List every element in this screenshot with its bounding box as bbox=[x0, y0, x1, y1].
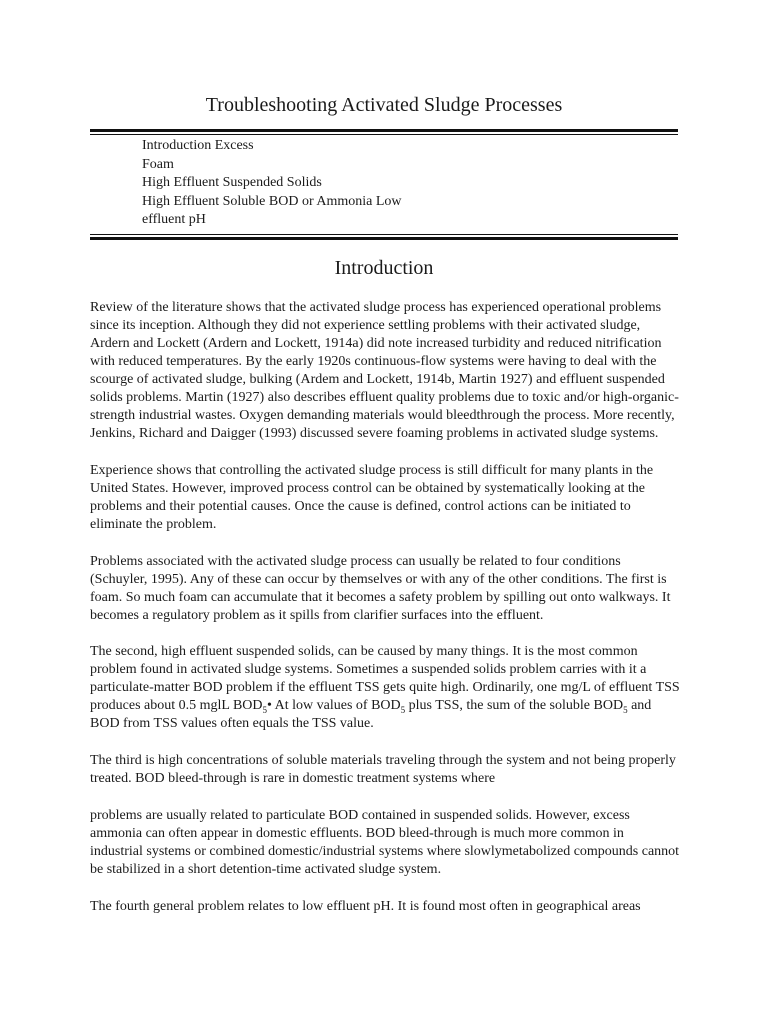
document-title: Troubleshooting Activated Sludge Processes bbox=[205, 94, 563, 116]
toc-top-rule bbox=[90, 129, 678, 135]
rule-thin bbox=[90, 134, 678, 135]
subscript: 5 bbox=[400, 704, 406, 715]
paragraph-4-text: The second, high effluent suspended solids, can be caused by many things. It is the most common problem found in activated sludge systems. Sometimes a suspended solids problem carries with it a particulate-matter BOD problem if the effluent TSS gets quite high. Ordinarily, one mg/L of effluent TSS produces about 0.5 mglL BOD bbox=[90, 644, 680, 713]
rule-thin bbox=[90, 234, 678, 235]
toc-item: Foam bbox=[142, 156, 174, 172]
paragraph-6: problems are usually related to particulate BOD contained in suspended solids. However, excess ammonia can often appear in domestic effluents. BOD bleed-through is much more common in industrial systems or combined domestic/industrial systems where slowlymetabolized compounds cannot be stabilized in a short detention-time activated sludge system. bbox=[90, 808, 680, 877]
subscript: 5 bbox=[623, 704, 628, 715]
rule-thick bbox=[90, 129, 678, 132]
paragraph-3: Problems associated with the activated sludge process can usually be related to four conditions (Schuyler, 1995). Any of these can occur by themselves or with any of the other conditions. The first is foam. So much foam can accumulate that it becomes a safety problem by spilling out onto walkways. It becomes a regulatory problem as it spills from clarifier surfaces into the effluent. bbox=[90, 554, 671, 623]
toc-item: High Effluent Soluble BOD or Ammonia Low bbox=[142, 193, 402, 209]
paragraph-4-text: plus TSS, the sum of the soluble BOD bbox=[405, 698, 624, 713]
paragraph-7: The fourth general problem relates to low effluent pH. It is found most often in geographical areas bbox=[90, 899, 641, 914]
toc-item: effluent pH bbox=[142, 212, 206, 227]
toc-item: Introduction Excess bbox=[142, 138, 254, 153]
subscript: 5 bbox=[262, 704, 268, 715]
toc-bottom-rule bbox=[90, 234, 678, 240]
paragraph-4-text: and BOD from TSS values often equals the TSS value. bbox=[90, 698, 652, 731]
table-of-contents bbox=[142, 137, 402, 230]
section-heading-introduction: Introduction bbox=[334, 257, 434, 279]
toc-item: High Effluent Suspended Solids bbox=[142, 175, 322, 190]
paragraph-5: The third is high concentrations of soluble materials traveling through the system and not being properly treated. BOD bleed-through is rare in domestic treatment systems where bbox=[90, 753, 676, 786]
paragraph-4 bbox=[90, 643, 680, 733]
paragraph-1: Review of the literature shows that the activated sludge process has experienced operational problems since its inception. Although they did not experience settling problems with their activated sludge, Ardern and Lockett (Ardern and Lockett, 1914a) did note increased turbidity and reduced nitrification with reduced temperatures. By the early 1920s continuous-flow systems were having to deal with the scourge of activated sludge, bulking (Ardem and Lockett, 1914b, Martin 1927) and effluent suspended solids problems. Martin (1927) also describes effluent quality problems due to toxic and/or high-organic-strength industrial wastes. Oxygen demanding materials would bleedthrough the process. More recently, Jenkins, Richard and Daigger (1993) discussed severe foaming problems in activated sludge systems. bbox=[90, 300, 679, 441]
paragraph-2: Experience shows that controlling the activated sludge process is still difficult for many plants in the United States. However, improved process control can be obtained by systematically looking at the problems and their potential causes. Once the cause is defined, control actions can be initiated to eliminate the problem. bbox=[90, 463, 654, 532]
paragraph-4-text: • At low values of BOD bbox=[267, 698, 401, 713]
rule-thick bbox=[90, 237, 678, 240]
